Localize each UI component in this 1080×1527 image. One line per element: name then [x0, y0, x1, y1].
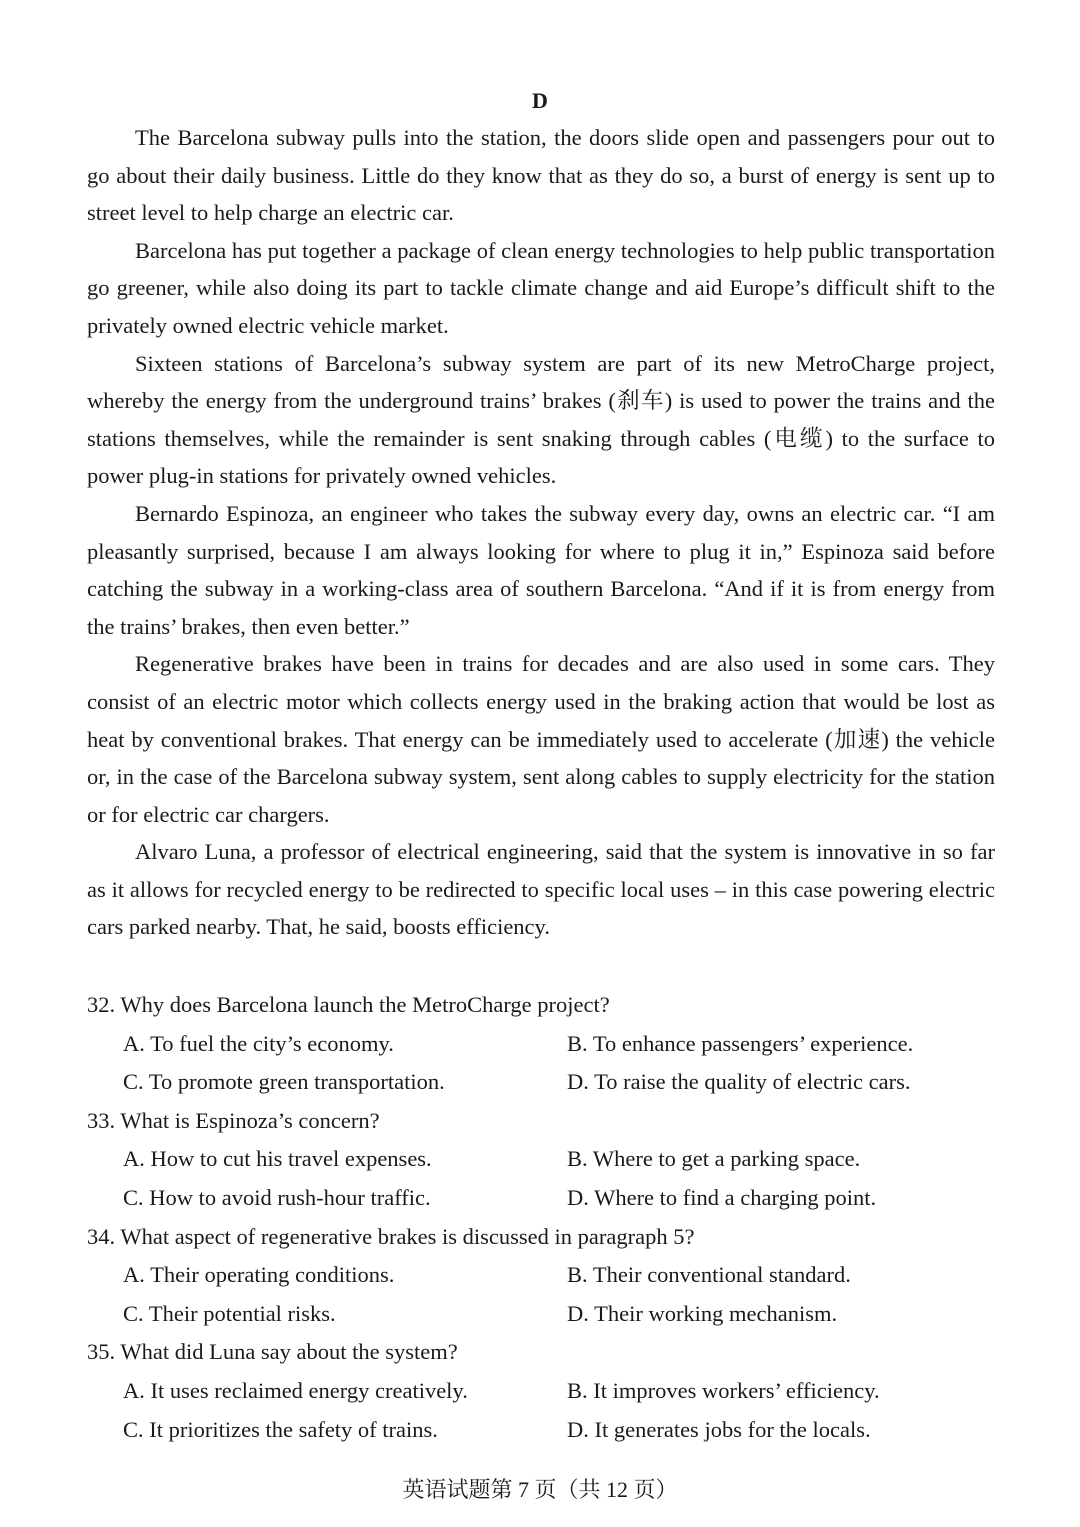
passage-paragraph: Barcelona has put together a package of clean energy technologies to help public transportation go greener, while also doing its part to tackle climate change and aid Europe’s difficult shift to the privately owned electric vehicle market.: [87, 237, 995, 338]
option-a: A. It uses reclaimed energy creatively.: [123, 1377, 468, 1403]
passage-paragraph: Alvaro Luna, a professor of electrical engineering, said that the system is innovative in so far as it allows for recycled energy to be redirected to specific local uses – in this case powering electric cars parked nearby. That, he said, boosts efficiency.: [87, 839, 995, 940]
option-c: C. To promote green transportation.: [123, 1069, 445, 1095]
option-d: D. Where to find a charging point.: [567, 1184, 877, 1210]
passage-paragraph: Bernardo Espinoza, an engineer who takes the subway every day, owns an electric car. “I am pleasantly surprised, because I am always looking for where to plug it in,” Espinoza said before catching the subway in a working-class area of southern Barcelona. “And if it is from energy from the trains’ brakes, then even better.”: [87, 500, 995, 639]
options-row: [87, 1256, 995, 1295]
question-33: [87, 1102, 995, 1218]
passage-paragraph: The Barcelona subway pulls into the station, the doors slide open and passengers pour out to go about their daily business. Little do they know that as they do so, a burst of energy is sent up to street level to help charge an electric car.: [87, 125, 995, 226]
question-34: [87, 1218, 995, 1334]
options-row: [87, 1372, 995, 1411]
passage-paragraph: Regenerative brakes have been in trains for decades and are also used in some cars. They consist of an electric motor which collects energy used in the braking action that would be lost as heat by conventional brakes. That energy can be immediately used to accelerate (加速) the vehicle or, in the case of the Barcelona subway system, sent along cables to supply electricity for the station or for electric car chargers.: [87, 651, 995, 827]
option-b: B. It improves workers’ efficiency.: [567, 1377, 880, 1403]
question-stem: 34. What aspect of regenerative brakes is discussed in paragraph 5?: [87, 1223, 695, 1249]
passage-paragraph: Sixteen stations of Barcelona’s subway system are part of its new MetroCharge project, whereby the energy from the underground trains’ brakes (刹车) is used to power the trains and the stations themselves, while the remainder is sent snaking through cables (电缆) to the surface to power plug-in stations for privately owned vehicles.: [87, 350, 995, 489]
options-row: [87, 1295, 995, 1334]
options-row: [87, 1411, 995, 1450]
reading-passage: [87, 119, 995, 946]
options-row: [87, 1140, 995, 1179]
option-a: A. Their operating conditions.: [123, 1262, 395, 1288]
option-a: A. To fuel the city’s economy.: [123, 1030, 394, 1056]
question-32: [87, 986, 995, 1102]
question-list: [87, 986, 995, 1449]
option-b: B. Where to get a parking space.: [567, 1146, 861, 1172]
option-c: C. Their potential risks.: [123, 1300, 336, 1326]
option-b: B. To enhance passengers’ experience.: [567, 1030, 914, 1056]
option-c: C. How to avoid rush-hour traffic.: [123, 1184, 431, 1210]
options-row: [87, 1179, 995, 1218]
option-b: B. Their conventional standard.: [567, 1262, 851, 1288]
question-stem: 35. What did Luna say about the system?: [87, 1339, 458, 1365]
options-row: [87, 1025, 995, 1064]
question-stem: 32. Why does Barcelona launch the MetroCharge project?: [87, 992, 610, 1017]
option-d: D. Their working mechanism.: [567, 1300, 838, 1326]
question-35: [87, 1333, 995, 1449]
page-footer: 英语试题第 7 页（共 12 页）: [402, 1477, 678, 1502]
section-heading: D: [532, 88, 548, 113]
question-stem: 33. What is Espinoza’s concern?: [87, 1107, 380, 1133]
option-c: C. It prioritizes the safety of trains.: [123, 1416, 438, 1442]
options-row: [87, 1063, 995, 1102]
option-d: D. It generates jobs for the locals.: [567, 1416, 871, 1442]
option-d: D. To raise the quality of electric cars.: [567, 1069, 911, 1095]
option-a: A. How to cut his travel expenses.: [123, 1146, 432, 1172]
